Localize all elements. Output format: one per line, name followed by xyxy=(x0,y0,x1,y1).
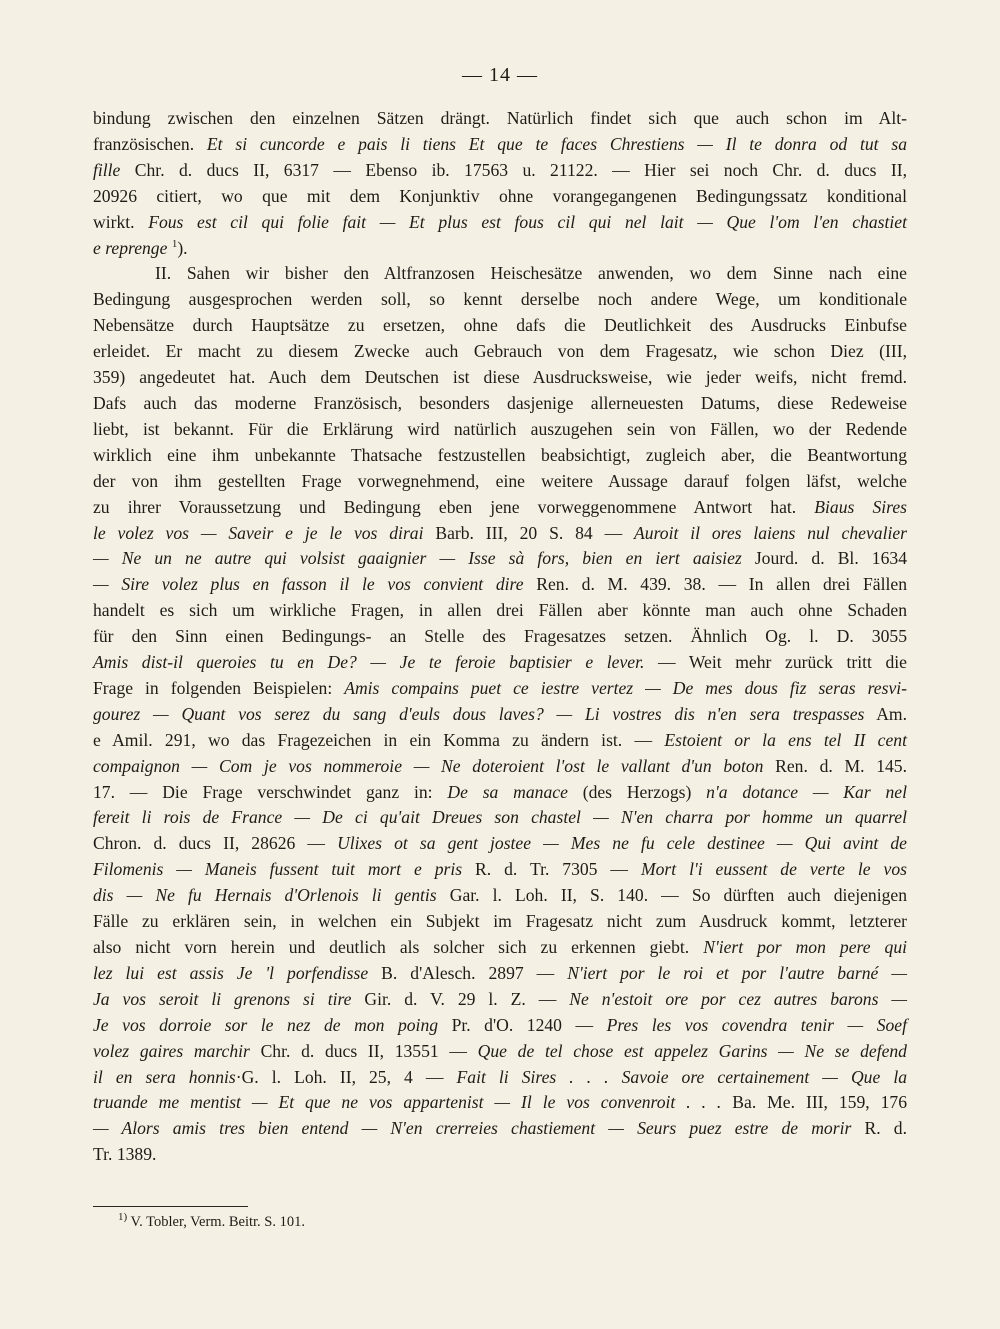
text-line: Ja vos seroit li grenons si tire Gir. d. V. 29 l. Z. — Ne n'estoit ore por cez autres barons — xyxy=(93,988,908,1009)
text-line: le volez vos — Saveir e je le vos dirai Barb. III, 20 S. 84 — Auroit il ores laiens nul chevalier xyxy=(93,522,908,543)
text-line: also nicht vorn herein und deutlich als solcher sich zu erkennen giebt. N'iert por mon pere qui xyxy=(93,937,908,957)
text-line: dis — Ne fu Hernais d'Orlenois li gentis Gar. l. Loh. II, S. 140. — So dürften auch diejenigen xyxy=(93,885,907,906)
text-line: — Sire volez plus en fasson il le vos convient dire Ren. d. M. 439. 38. — In allen drei Fällen xyxy=(93,574,907,595)
text-line: Chron. d. ducs II, 28626 — Ulixes ot sa gent jostee — Mes ne fu cele destinee — Qui avint de xyxy=(93,833,907,854)
text-line: compaignon — Com je vos nommeroie — Ne doteroient l'ost le vallant d'un boton Ren. d. M. 145. xyxy=(93,755,907,776)
text-line: zu ihrer Voraussetzung und Bedingung eben jene vorweggenommene Antwort hat. Biaus Sires xyxy=(93,496,907,517)
text-line: erleidet. Er macht zu diesem Zwecke auch Gebrauch von dem Fragesatz, wie schon Diez (III, xyxy=(93,341,907,362)
text-line: 20926 citiert, wo que mit dem Konjunktiv ohne vorangegangenen Bedingungssatz konditional xyxy=(93,185,907,206)
text-line: e reprenge $^1$). xyxy=(93,237,188,258)
text-line: bindung zwischen den einzelnen Sätzen drängt. Natürlich findet sich que auch schon im Alt- xyxy=(93,108,907,128)
text-line: für den Sinn einen Bedingungs- an Stelle des Fragesatzes setzen. Ähnlich Og. l. D. 3055 xyxy=(93,626,907,647)
text-line: Je vos dorroie sor le nez de mon poing Pr. d'O. 1240 — Pres les vos covendra tenir — Soef xyxy=(93,1014,907,1035)
text-line: e Amil. 291, wo das Fragezeichen in ein Komma zu ändern ist. — Estoient or la ens tel II cent xyxy=(93,729,907,750)
text-line: Bedingung ausgesprochen werden soll, so kennt derselbe noch andere Wege, um konditionale xyxy=(93,289,907,310)
text-line: französischen. Et si cuncorde e pais li tiens Et que te faces Chrestiens — Il te donra od tut sa xyxy=(93,133,907,154)
text-line: fille Chr. d. ducs II, 6317 — Ebenso ib. 17563 u. 21122. — Hier sei noch Chr. d. ducs II, xyxy=(93,159,907,180)
text-line: Amis dist-il queroies tu en De? — Je te feroie baptisier e lever. — Weit mehr zurück tritt die xyxy=(93,652,907,673)
text-line: der von ihm gestellten Frage vorwegnehmend, eine weitere Aussage darauf folgen läfst, welche xyxy=(93,470,907,491)
text-line: gourez — Quant vos serez du sang d'euls dous laves? — Li vostres dis n'en sera trespasses Am. xyxy=(93,703,907,724)
text-line: Fälle zu erklären sein, in welchen ein Subjekt im Fragesatz nicht zum Ausdruck kommt, letzterer xyxy=(93,911,907,932)
text-line: Frage in folgenden Beispielen: Amis compains puet ce iestre vertez — De mes dous fiz seras resvi- xyxy=(93,677,907,698)
body-text xyxy=(93,106,907,1168)
text-line: Nebensätze durch Hauptsätze zu ersetzen, ohne dafs die Deutlichkeit des Ausdrucks Einbufse xyxy=(93,315,907,336)
text-line: wirkt. Fous est cil qui folie fait — Et plus est fous cil qui nel lait — Que l'om l'en chastiet xyxy=(93,211,907,232)
text-line: Tr. 1389. xyxy=(93,1144,157,1165)
footnote xyxy=(118,1212,305,1232)
text-line: fereit li rois de France — De ci qu'ait Dreues son chastel — N'en charra por homme un quarrel xyxy=(93,807,907,828)
text-line: liebt, ist bekannt. Für die Erklärung wird natürlich auszugehen sein von Fällen, wo der Redende xyxy=(93,418,907,439)
text-line: truande me mentist — Et que ne vos appartenist — Il le vos convenroit . . . Ba. Me. III, 159, 176 xyxy=(93,1092,907,1113)
text-line: 359) angedeutet hat. Auch dem Deutschen ist diese Ausdrucksweise, wie jeder weifs, nicht fremd. xyxy=(93,367,907,388)
page-number: — 14 — xyxy=(462,64,538,86)
text-line: il en sera honnis·G. l. Loh. II, 25, 4 — Fait li Sires . . . Savoie ore certainement — Que la xyxy=(93,1066,907,1087)
text-line: volez gaires marchir Chr. d. ducs II, 13551 — Que de tel chose est appelez Garins — Ne se defend xyxy=(93,1040,907,1061)
footnote-text: V. Tobler, Verm. Beitr. S. 101. xyxy=(130,1214,305,1230)
text-line: Filomenis — Maneis fussent tuit mort e pris R. d. Tr. 7305 — Mort l'i eussent de verte le vos xyxy=(93,859,908,880)
text-line: handelt es sich um wirkliche Fragen, in allen drei Fällen aber könnte man auch ohne Schaden xyxy=(93,600,907,621)
text-line: — Ne un ne autre qui volsist gaaignier — Isse sà fors, bien en iert aaisiez Jourd. d. Bl. 1634 xyxy=(93,548,907,569)
footnote-rule xyxy=(93,1206,248,1207)
text-line: lez lui est assis Je 'l porfendisse B. d'Alesch. 2897 — N'iert por le roi et por l'autre barné — xyxy=(93,962,907,983)
text-line: 17. — Die Frage verschwindet ganz in: De sa manace (des Herzogs) n'a dotance — Kar nel xyxy=(93,781,907,802)
text-line: — Alors amis tres bien entend — N'en crerreies chastiement — Seurs puez estre de morir R. d. xyxy=(93,1118,907,1139)
text-line: Dafs auch das moderne Französisch, besonders dasjenige allerneuesten Datums, diese Redeweise xyxy=(93,392,907,413)
text-line: wirklich eine ihm unbekannte Thatsache festzustellen beabsichtigt, zugleich aber, die Beantwortung xyxy=(93,444,907,465)
text-line: II. Sahen wir bisher den Altfranzosen Heischesätze anwenden, wo dem Sinne nach eine xyxy=(155,263,907,284)
footnote-marker: 1) xyxy=(118,1211,128,1224)
